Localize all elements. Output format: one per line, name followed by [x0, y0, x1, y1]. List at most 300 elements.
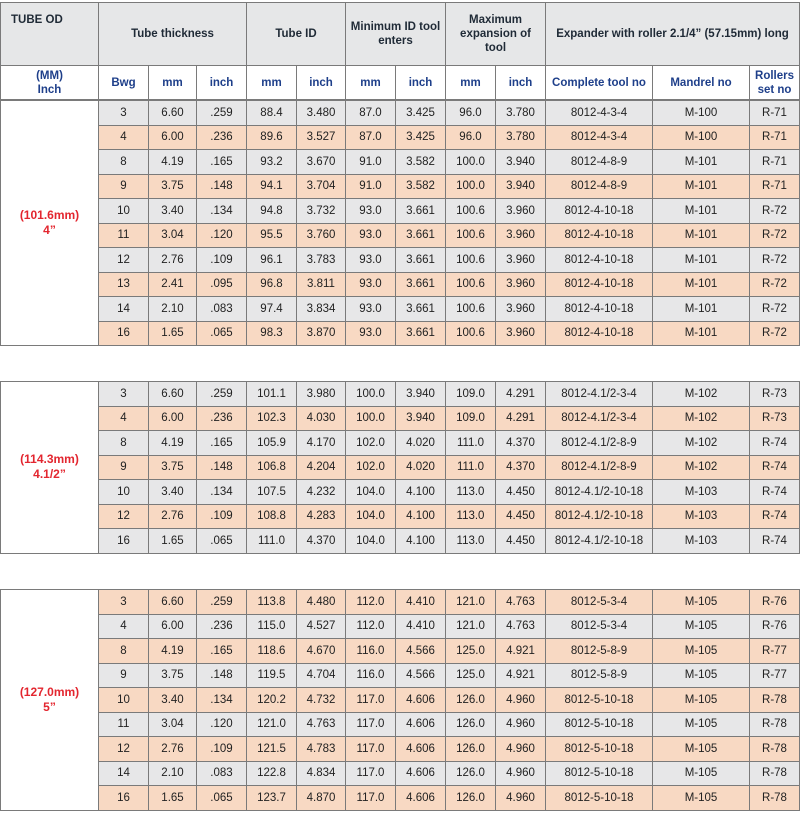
bwg-cell: 10 [99, 199, 149, 224]
rollers-cell: R-74 [750, 529, 800, 554]
mandrel-cell: M-102 [653, 431, 750, 456]
id-inch-cell: 4.732 [297, 688, 346, 713]
thickness-mm-cell: 3.75 [149, 455, 197, 480]
thickness-inch-cell: .134 [197, 688, 247, 713]
thickness-mm-cell: 6.00 [149, 125, 197, 150]
mandrel-cell: M-102 [653, 455, 750, 480]
bwg-cell: 11 [99, 712, 149, 737]
id-inch-cell: 3.732 [297, 199, 346, 224]
id-mm-cell: 108.8 [247, 504, 297, 529]
min-id-inch-cell: 4.100 [396, 504, 446, 529]
bwg-cell: 3 [99, 101, 149, 126]
thickness-inch-cell: .120 [197, 712, 247, 737]
mandrel-cell: M-101 [653, 174, 750, 199]
id-mm-cell: 94.8 [247, 199, 297, 224]
id-mm-cell: 106.8 [247, 455, 297, 480]
thickness-mm-cell: 3.40 [149, 688, 197, 713]
min-id-inch-cell: 3.582 [396, 150, 446, 175]
id-mm-cell: 93.2 [247, 150, 297, 175]
id-mm-cell: 122.8 [247, 761, 297, 786]
complete-tool-cell: 8012-4.1/2-8-9 [546, 455, 653, 480]
id-mm-cell: 89.6 [247, 125, 297, 150]
min-id-inch-cell: 3.661 [396, 248, 446, 273]
bwg-cell: 12 [99, 248, 149, 273]
id-inch-cell: 4.283 [297, 504, 346, 529]
bwg-cell: 3 [99, 590, 149, 615]
max-exp-mm-cell: 100.6 [446, 272, 496, 297]
min-id-inch-cell: 4.410 [396, 614, 446, 639]
mandrel-cell: M-102 [653, 406, 750, 431]
bwg-cell: 4 [99, 614, 149, 639]
id-inch-cell: 3.704 [297, 174, 346, 199]
max-exp-mm-cell: 111.0 [446, 431, 496, 456]
rollers-cell: R-78 [750, 786, 800, 811]
table-row [1, 614, 800, 639]
bwg-cell: 16 [99, 529, 149, 554]
tube-od-mm: (114.3mm) [20, 452, 79, 467]
id-mm-cell: 94.1 [247, 174, 297, 199]
mandrel-cell: M-101 [653, 272, 750, 297]
bwg-cell: 13 [99, 272, 149, 297]
max-exp-inch-cell: 4.960 [496, 737, 546, 762]
id-mm-cell: 101.1 [247, 382, 297, 407]
bwg-cell: 8 [99, 639, 149, 664]
thickness-mm-cell: 3.40 [149, 480, 197, 505]
id-mm-cell: 105.9 [247, 431, 297, 456]
tube-od-cell [1, 382, 99, 554]
thickness-mm-cell: 3.04 [149, 223, 197, 248]
id-mm-cell: 118.6 [247, 639, 297, 664]
min-id-inch-cell: 3.661 [396, 199, 446, 224]
mandrel-cell: M-103 [653, 480, 750, 505]
table-row [1, 406, 800, 431]
bwg-cell: 3 [99, 382, 149, 407]
max-exp-inch-cell: 3.940 [496, 150, 546, 175]
mandrel-cell: M-105 [653, 688, 750, 713]
max-exp-mm-cell: 100.6 [446, 321, 496, 346]
thickness-inch-cell: .065 [197, 529, 247, 554]
min-id-mm-cell: 117.0 [346, 786, 396, 811]
thickness-inch-cell: .109 [197, 504, 247, 529]
thickness-inch-cell: .165 [197, 431, 247, 456]
id-inch-cell: 4.870 [297, 786, 346, 811]
id-inch-cell: 4.783 [297, 737, 346, 762]
rollers-cell: R-76 [750, 614, 800, 639]
table-row [1, 761, 800, 786]
max-exp-mm-cell: 100.6 [446, 199, 496, 224]
id-mm-cell: 120.2 [247, 688, 297, 713]
id-inch-cell: 4.232 [297, 480, 346, 505]
thickness-mm-cell: 2.76 [149, 248, 197, 273]
complete-tool-cell: 8012-5-8-9 [546, 639, 653, 664]
min-id-inch-cell: 4.100 [396, 529, 446, 554]
mandrel-cell: M-101 [653, 223, 750, 248]
bwg-cell: 14 [99, 761, 149, 786]
thickness-mm-cell: 2.76 [149, 504, 197, 529]
id-mm-cell: 119.5 [247, 663, 297, 688]
rollers-header: Rollers set no [750, 66, 800, 100]
mandrel-cell: M-101 [653, 199, 750, 224]
thickness-inch-cell: .236 [197, 406, 247, 431]
complete-tool-cell: 8012-4-10-18 [546, 272, 653, 297]
min-id-inch-cell: 4.410 [396, 590, 446, 615]
mandrel-cell: M-101 [653, 297, 750, 322]
bwg-cell: 4 [99, 125, 149, 150]
rollers-cell: R-74 [750, 480, 800, 505]
min-id-inch-cell: 3.661 [396, 272, 446, 297]
min-id-inch-cell: 3.661 [396, 321, 446, 346]
id-inch-cell: 4.030 [297, 406, 346, 431]
min-id-mm-cell: 102.0 [346, 455, 396, 480]
complete-tool-cell: 8012-5-10-18 [546, 712, 653, 737]
min-id-inch-cell: 4.100 [396, 480, 446, 505]
tube-od-header: TUBE OD [1, 3, 99, 66]
thickness-inch-cell: .065 [197, 321, 247, 346]
table-row [1, 590, 800, 615]
max-exp-inch-cell: 3.960 [496, 272, 546, 297]
max-exp-inch-cell: 4.960 [496, 688, 546, 713]
thickness-mm-cell: 2.10 [149, 297, 197, 322]
mandrel-cell: M-101 [653, 248, 750, 273]
min-id-inch-header: inch [396, 66, 446, 100]
bwg-cell: 9 [99, 455, 149, 480]
max-exp-mm-cell: 126.0 [446, 786, 496, 811]
max-exp-inch-cell: 3.960 [496, 248, 546, 273]
rollers-cell: R-78 [750, 737, 800, 762]
max-exp-inch-cell: 3.960 [496, 297, 546, 322]
rollers-cell: R-76 [750, 590, 800, 615]
min-id-mm-cell: 116.0 [346, 663, 396, 688]
min-id-inch-cell: 3.661 [396, 223, 446, 248]
max-exp-inch-cell: 4.450 [496, 480, 546, 505]
thickness-inch-cell: .165 [197, 150, 247, 175]
complete-tool-cell: 8012-5-10-18 [546, 761, 653, 786]
max-exp-inch-cell: 3.940 [496, 174, 546, 199]
id-mm-cell: 96.8 [247, 272, 297, 297]
table-row [1, 431, 800, 456]
mandrel-cell: M-105 [653, 639, 750, 664]
max-exp-inch-cell: 4.763 [496, 614, 546, 639]
min-id-inch-cell: 4.606 [396, 786, 446, 811]
max-exp-mm-cell: 113.0 [446, 504, 496, 529]
tube-thickness-header: Tube thickness [99, 3, 247, 66]
min-id-mm-cell: 87.0 [346, 101, 396, 126]
rollers-cell: R-78 [750, 712, 800, 737]
min-id-mm-header: mm [346, 66, 396, 100]
max-exp-inch-cell: 4.291 [496, 382, 546, 407]
min-id-inch-cell: 4.566 [396, 663, 446, 688]
mandrel-header: Mandrel no [653, 66, 750, 100]
min-id-inch-cell: 4.566 [396, 639, 446, 664]
max-expansion-header: Maximum expansion of tool [446, 3, 546, 66]
tube-od-inch: 4.1/2” [33, 467, 66, 482]
thickness-mm-cell: 4.19 [149, 639, 197, 664]
max-exp-inch-cell: 4.921 [496, 639, 546, 664]
min-id-mm-cell: 100.0 [346, 382, 396, 407]
min-id-inch-cell: 4.020 [396, 431, 446, 456]
complete-tool-cell: 8012-5-3-4 [546, 614, 653, 639]
table-row [1, 663, 800, 688]
bwg-cell: 8 [99, 150, 149, 175]
max-exp-inch-header: inch [496, 66, 546, 100]
tube-od-inch: 5” [43, 699, 56, 714]
rollers-cell: R-72 [750, 272, 800, 297]
table-row [1, 174, 800, 199]
bwg-cell: 12 [99, 504, 149, 529]
mandrel-cell: M-101 [653, 321, 750, 346]
group-table [0, 589, 800, 811]
rollers-cell: R-73 [750, 406, 800, 431]
mandrel-cell: M-103 [653, 504, 750, 529]
min-id-mm-cell: 93.0 [346, 248, 396, 273]
max-exp-inch-cell: 4.450 [496, 504, 546, 529]
rollers-cell: R-77 [750, 639, 800, 664]
table-row [1, 272, 800, 297]
expander-header: Expander with roller 2.1/4” (57.15mm) long [546, 3, 800, 66]
bwg-cell: 4 [99, 406, 149, 431]
id-mm-cell: 95.5 [247, 223, 297, 248]
thickness-mm-cell: 1.65 [149, 786, 197, 811]
id-mm-cell: 97.4 [247, 297, 297, 322]
complete-tool-cell: 8012-5-8-9 [546, 663, 653, 688]
id-inch-cell: 3.760 [297, 223, 346, 248]
thickness-inch-cell: .109 [197, 248, 247, 273]
id-mm-cell: 115.0 [247, 614, 297, 639]
table-row [1, 101, 800, 126]
rollers-cell: R-74 [750, 455, 800, 480]
min-id-inch-cell: 4.020 [396, 455, 446, 480]
complete-tool-cell: 8012-5-10-18 [546, 737, 653, 762]
max-exp-inch-cell: 3.960 [496, 321, 546, 346]
min-id-inch-cell: 4.606 [396, 688, 446, 713]
min-id-inch-cell: 3.940 [396, 382, 446, 407]
table-row [1, 504, 800, 529]
mandrel-cell: M-105 [653, 786, 750, 811]
mandrel-cell: M-105 [653, 590, 750, 615]
min-id-mm-cell: 93.0 [346, 199, 396, 224]
thickness-inch-cell: .120 [197, 223, 247, 248]
id-mm-cell: 123.7 [247, 786, 297, 811]
thickness-inch-cell: .165 [197, 639, 247, 664]
mandrel-cell: M-105 [653, 761, 750, 786]
complete-tool-cell: 8012-4-10-18 [546, 297, 653, 322]
mandrel-cell: M-101 [653, 150, 750, 175]
table-row [1, 248, 800, 273]
rollers-cell: R-78 [750, 761, 800, 786]
id-inch-cell: 3.670 [297, 150, 346, 175]
complete-tool-cell: 8012-4-10-18 [546, 223, 653, 248]
tube-od-inch: 4” [43, 223, 56, 237]
thickness-mm-cell: 6.60 [149, 382, 197, 407]
complete-tool-cell: 8012-4.1/2-3-4 [546, 382, 653, 407]
bwg-cell: 14 [99, 297, 149, 322]
table-row [1, 199, 800, 224]
min-id-mm-cell: 93.0 [346, 297, 396, 322]
min-id-inch-cell: 3.940 [396, 406, 446, 431]
thickness-inch-cell: .259 [197, 101, 247, 126]
min-id-inch-cell: 4.606 [396, 712, 446, 737]
max-exp-mm-cell: 100.6 [446, 223, 496, 248]
bwg-cell: 10 [99, 480, 149, 505]
thickness-inch-cell: .095 [197, 272, 247, 297]
id-mm-cell: 111.0 [247, 529, 297, 554]
mandrel-cell: M-105 [653, 663, 750, 688]
rollers-cell: R-74 [750, 431, 800, 456]
complete-tool-cell: 8012-4-8-9 [546, 174, 653, 199]
min-id-inch-cell: 4.606 [396, 737, 446, 762]
table-row [1, 688, 800, 713]
thickness-mm-cell: 2.10 [149, 761, 197, 786]
thickness-inch-cell: .134 [197, 199, 247, 224]
max-exp-mm-cell: 121.0 [446, 614, 496, 639]
mandrel-cell: M-102 [653, 382, 750, 407]
id-inch-cell: 4.527 [297, 614, 346, 639]
id-mm-cell: 96.1 [247, 248, 297, 273]
max-exp-mm-cell: 126.0 [446, 688, 496, 713]
complete-tool-cell: 8012-4.1/2-8-9 [546, 431, 653, 456]
tube-od-mm: (101.6mm) [19, 208, 80, 222]
table-row [1, 480, 800, 505]
id-mm-cell: 98.3 [247, 321, 297, 346]
thickness-mm-header: mm [149, 66, 197, 100]
thickness-inch-cell: .236 [197, 125, 247, 150]
thickness-mm-cell: 6.00 [149, 614, 197, 639]
max-exp-mm-cell: 100.0 [446, 174, 496, 199]
rollers-cell: R-71 [750, 101, 800, 126]
rollers-cell: R-72 [750, 248, 800, 273]
id-inch-cell: 3.870 [297, 321, 346, 346]
table-row [1, 223, 800, 248]
min-id-mm-cell: 93.0 [346, 321, 396, 346]
rollers-cell: R-72 [750, 223, 800, 248]
min-id-mm-cell: 117.0 [346, 688, 396, 713]
rollers-cell: R-77 [750, 663, 800, 688]
max-exp-inch-cell: 4.960 [496, 786, 546, 811]
complete-tool-header: Complete tool no [546, 66, 653, 100]
bwg-cell: 9 [99, 174, 149, 199]
max-exp-mm-cell: 125.0 [446, 663, 496, 688]
id-inch-cell: 4.670 [297, 639, 346, 664]
min-id-mm-cell: 112.0 [346, 614, 396, 639]
thickness-mm-cell: 2.76 [149, 737, 197, 762]
complete-tool-cell: 8012-4-3-4 [546, 125, 653, 150]
max-exp-inch-cell: 4.370 [496, 455, 546, 480]
thickness-mm-cell: 6.60 [149, 101, 197, 126]
complete-tool-cell: 8012-5-3-4 [546, 590, 653, 615]
thickness-inch-cell: .148 [197, 663, 247, 688]
min-id-mm-cell: 87.0 [346, 125, 396, 150]
thickness-mm-cell: 1.65 [149, 529, 197, 554]
min-id-mm-cell: 117.0 [346, 737, 396, 762]
bwg-cell: 10 [99, 688, 149, 713]
thickness-inch-cell: .148 [197, 455, 247, 480]
min-id-mm-cell: 112.0 [346, 590, 396, 615]
id-inch-cell: 3.480 [297, 101, 346, 126]
max-exp-mm-cell: 109.0 [446, 382, 496, 407]
table-row [1, 529, 800, 554]
min-id-inch-cell: 3.425 [396, 101, 446, 126]
id-mm-cell: 107.5 [247, 480, 297, 505]
min-id-mm-cell: 117.0 [346, 712, 396, 737]
rollers-cell: R-72 [750, 321, 800, 346]
id-mm-cell: 121.0 [247, 712, 297, 737]
bwg-header: Bwg [99, 66, 149, 100]
tube-od-mm: (127.0mm) [19, 684, 80, 699]
max-exp-mm-cell: 113.0 [446, 529, 496, 554]
id-inch-cell: 3.783 [297, 248, 346, 273]
complete-tool-cell: 8012-4-8-9 [546, 150, 653, 175]
spec-table-header [0, 2, 800, 100]
id-inch-cell: 3.527 [297, 125, 346, 150]
thickness-mm-cell: 3.75 [149, 663, 197, 688]
min-id-mm-cell: 116.0 [346, 639, 396, 664]
complete-tool-cell: 8012-4.1/2-10-18 [546, 480, 653, 505]
id-inch-cell: 4.204 [297, 455, 346, 480]
id-mm-cell: 113.8 [247, 590, 297, 615]
id-inch-cell: 4.170 [297, 431, 346, 456]
min-id-mm-cell: 93.0 [346, 223, 396, 248]
min-id-inch-cell: 3.582 [396, 174, 446, 199]
table-row [1, 125, 800, 150]
id-inch-header: inch [297, 66, 346, 100]
tube-id-header: Tube ID [247, 3, 346, 66]
id-mm-header: mm [247, 66, 297, 100]
complete-tool-cell: 8012-4-10-18 [546, 199, 653, 224]
thickness-inch-cell: .065 [197, 786, 247, 811]
complete-tool-cell: 8012-4.1/2-10-18 [546, 504, 653, 529]
complete-tool-cell: 8012-5-10-18 [546, 688, 653, 713]
id-inch-cell: 4.834 [297, 761, 346, 786]
table-row [1, 150, 800, 175]
thickness-inch-header: inch [197, 66, 247, 100]
min-id-inch-cell: 3.661 [396, 297, 446, 322]
thickness-mm-cell: 2.41 [149, 272, 197, 297]
thickness-inch-cell: .109 [197, 737, 247, 762]
thickness-mm-cell: 4.19 [149, 150, 197, 175]
bwg-cell: 12 [99, 737, 149, 762]
max-exp-mm-cell: 113.0 [446, 480, 496, 505]
max-exp-inch-cell: 3.780 [496, 125, 546, 150]
table-row [1, 382, 800, 407]
rollers-cell: R-71 [750, 174, 800, 199]
thickness-inch-cell: .148 [197, 174, 247, 199]
id-mm-cell: 121.5 [247, 737, 297, 762]
id-inch-cell: 3.834 [297, 297, 346, 322]
rollers-cell: R-71 [750, 125, 800, 150]
max-exp-inch-cell: 4.960 [496, 761, 546, 786]
rollers-cell: R-71 [750, 150, 800, 175]
thickness-inch-cell: .134 [197, 480, 247, 505]
id-inch-cell: 3.980 [297, 382, 346, 407]
rollers-cell: R-74 [750, 504, 800, 529]
thickness-mm-cell: 1.65 [149, 321, 197, 346]
thickness-mm-cell: 4.19 [149, 431, 197, 456]
id-mm-cell: 88.4 [247, 101, 297, 126]
thickness-mm-cell: 3.04 [149, 712, 197, 737]
max-exp-mm-cell: 121.0 [446, 590, 496, 615]
thickness-mm-cell: 3.40 [149, 199, 197, 224]
max-exp-mm-header: mm [446, 66, 496, 100]
id-inch-cell: 3.811 [297, 272, 346, 297]
max-exp-mm-cell: 100.6 [446, 248, 496, 273]
bwg-cell: 11 [99, 223, 149, 248]
rollers-cell: R-78 [750, 688, 800, 713]
table-row [1, 712, 800, 737]
max-exp-inch-cell: 4.450 [496, 529, 546, 554]
min-id-mm-cell: 93.0 [346, 272, 396, 297]
bwg-cell: 16 [99, 321, 149, 346]
complete-tool-cell: 8012-4-10-18 [546, 248, 653, 273]
